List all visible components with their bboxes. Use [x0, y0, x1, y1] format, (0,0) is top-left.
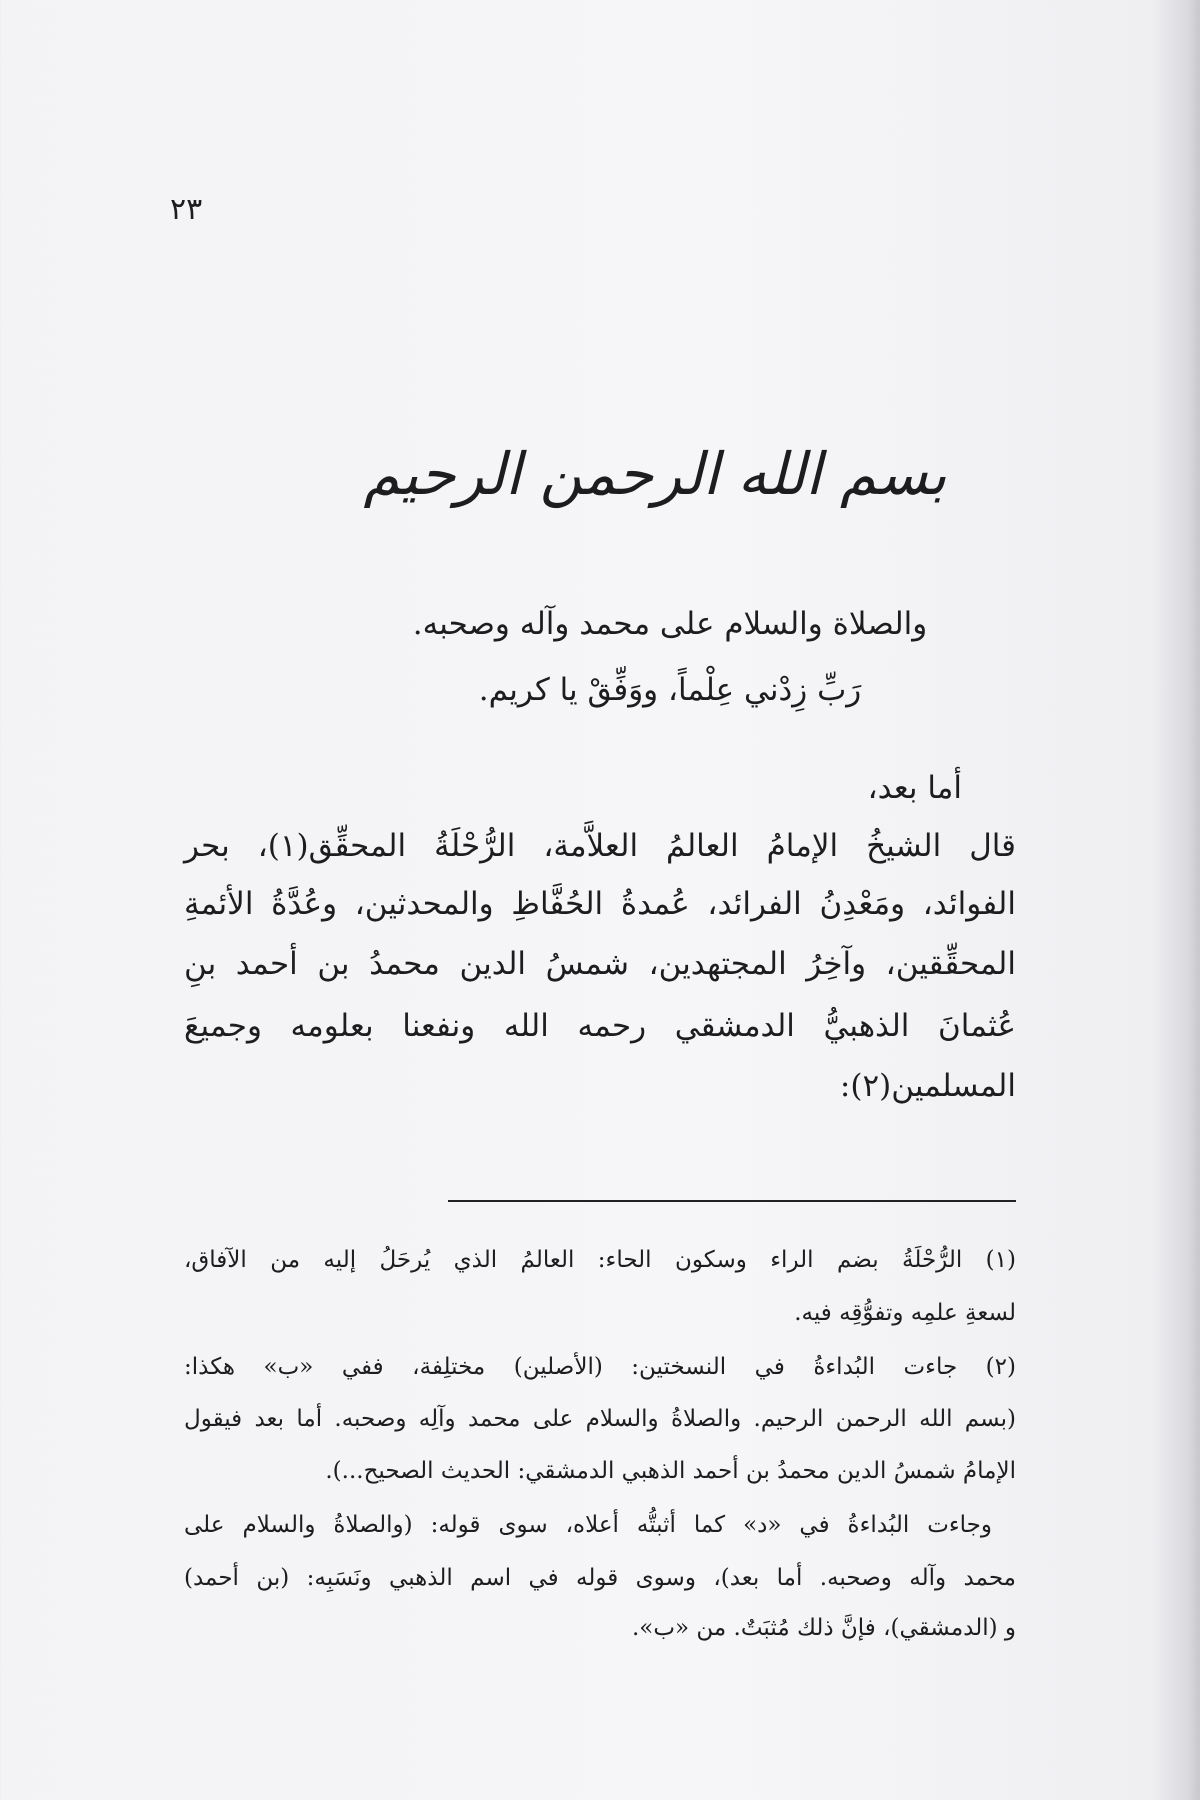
footnote-divider [448, 1200, 1016, 1202]
footnote-line: (٢) جاءت البُداءةُ في النسختين: (الأصلين) مختلِفة، ففي «ب» هكذا: [184, 1354, 1016, 1380]
footnote-line: و (الدمشقي)، فإنَّ ذلك مُثبَتٌ. من «ب». [631, 1615, 1016, 1641]
paragraph-line: عُثمانَ الذهبيُّ الدمشقي رحمه الله ونفعنا بعلومه وجميعَ [184, 1008, 1016, 1044]
footnote-line: لسعةِ علمِه وتفوُّقِه فيه. [794, 1300, 1016, 1326]
paragraph-line: المسلمين(٢): [839, 1068, 1016, 1104]
footnote-line: وجاءت البُداءةُ في «د» كما أثبتُّه أعلاه، سوى قوله: (والصلاةُ والسلام على [184, 1512, 992, 1538]
invocation-line-1: والصلاة والسلام على محمد وآله وصحبه. [412, 606, 928, 642]
page-number: ٢٣ [170, 192, 203, 227]
paragraph-line: المحقِّقين، وآخِرُ المجتهدين، شمسُ الدين محمدُ بن أحمد بنِ [184, 946, 1016, 982]
invocation-line-2: رَبِّ زِدْني عِلْماً، ووَفِّقْ يا كريم. [478, 672, 862, 708]
paragraph-line: قال الشيخُ الإمامُ العالمُ العلاَّمة، الرُّحْلَةُ المحقِّق(١)، بحر [184, 828, 1016, 864]
footnote-line: (بسم الله الرحمن الرحيم. والصلاةُ والسلام على محمد وآلِه وصحبه. أما بعد فيقول [184, 1406, 1016, 1432]
footnote-line: الإمامُ شمسُ الدين محمدُ بن أحمد الذهبي الدمشقي: الحديث الصحيح...). [325, 1458, 1016, 1484]
paragraph-line: الفوائد، ومَعْدِنُ الفرائد، عُمدةُ الحُفَّاظِ والمحدثين، وعُدَّةُ الأئمةِ [184, 886, 1016, 922]
amma-bad-heading: أما بعد، [867, 770, 962, 806]
footnote-line: محمد وآله وصحبه. أما بعد)، وسوى قوله في اسم الذهبي ونَسَبِه: (بن أحمد) [184, 1565, 1016, 1591]
footnote-line: (١) الرُّحْلَةُ بضم الراء وسكون الحاء: العالمُ الذي يُرحَلُ إليه من الآفاق، [184, 1247, 1016, 1273]
basmala-calligraphy: بسم الله الرحمن الرحيم [363, 440, 947, 508]
